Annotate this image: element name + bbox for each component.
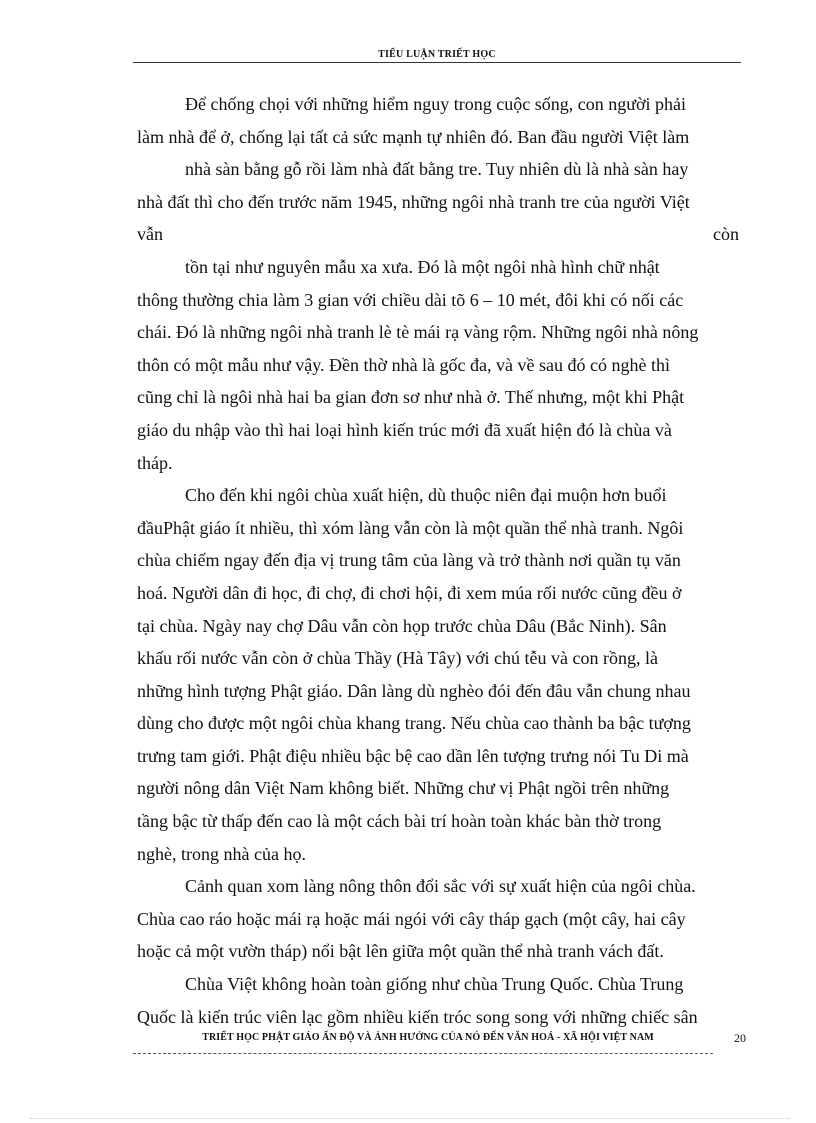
- text-line: nghè, trong nhà của họ.: [137, 843, 306, 864]
- text-line: chái. Đó là những ngôi nhà tranh lè tè mái rạ vàng rộm. Những ngôi nhà nông: [137, 322, 699, 343]
- text-line: Chùa Việt không hoàn toàn giống như chùa Trung Quốc. Chùa Trung: [185, 974, 684, 995]
- text-line: Quốc là kiến trúc viên lạc gồm nhiều kiến tróc song song với những chiếc sân: [137, 1006, 698, 1027]
- footer-title: TRIẾT HỌC PHẬT GIÁO ẤN ĐỘ VÀ ẢNH HƯỞNG CỦA NÓ ĐẾN VĂN HOÁ - XÃ HỘI VIỆT NAM: [202, 1032, 654, 1043]
- text-line: hoặc cả một vườn tháp) nổi bật lên giữa một quần thể nhà tranh vách đất.: [137, 941, 664, 962]
- text-line-left-word: vẫn: [137, 224, 163, 245]
- footer-rule: [133, 1053, 713, 1054]
- text-line: chùa chiếm ngay đến địa vị trung tâm của làng và trở thành nơi quần tụ văn: [137, 550, 681, 571]
- text-line: hoá. Người dân đi học, đi chợ, đi chơi hội, đi xem múa rối nước cũng đều ở: [137, 582, 682, 603]
- text-line: Chùa cao ráo hoặc mái rạ hoặc mái ngói với cây tháp gạch (một cây, hai cây: [137, 908, 686, 929]
- header-title: TIỂU LUẬN TRIẾT HỌC: [378, 49, 496, 60]
- text-line: Cảnh quan xom làng nông thôn đổi sắc với sự xuất hiện của ngôi chùa.: [185, 876, 696, 897]
- text-line: người nông dân Việt Nam không biết. Những chư vị Phật ngồi trên những: [137, 778, 670, 799]
- text-line: đầuPhật giáo ít nhiều, thì xóm làng vẫn còn là một quần thể nhà tranh. Ngôi: [137, 517, 684, 538]
- text-line: dùng cho được một ngôi chùa khang trang. Nếu chùa cao thành ba bậc tượng: [137, 713, 691, 734]
- text-line: nhà đất thì cho đến trước năm 1945, những ngôi nhà tranh tre của người Việt: [137, 191, 690, 212]
- text-line: tháp.: [137, 452, 173, 473]
- text-line: thông thường chia làm 3 gian với chiều dài tõ 6 – 10 mét, đôi khi có nối các: [137, 289, 684, 310]
- text-line: tại chùa. Ngày nay chợ Dâu vẫn còn họp trước chùa Dâu (Bắc Ninh). Sân: [137, 615, 667, 636]
- text-line-right-word: còn: [713, 224, 739, 245]
- text-line: tồn tại như nguyên mẫu xa xưa. Đó là một ngôi nhà hình chữ nhật: [185, 256, 660, 277]
- text-line: giáo du nhập vào thì hai loại hình kiến trúc mới đã xuất hiện đó là chùa và: [137, 419, 672, 440]
- text-line: làm nhà để ở, chống lại tất cả sức mạnh tự nhiên đó. Ban đầu người Việt làm: [137, 126, 690, 147]
- text-line: thôn có một mẫu như vậy. Đền thờ nhà là gốc đa, và về sau đó có nghè thì: [137, 354, 670, 375]
- text-line: những hình tượng Phật giáo. Dân làng dù nghèo đói đến đâu vẫn chung nhau: [137, 680, 691, 701]
- text-line: cũng chỉ là ngôi nhà hai ba gian đơn sơ như nhà ở. Thế nhưng, một khi Phật: [137, 387, 685, 408]
- header-rule: [133, 62, 741, 63]
- paragraph-2: [137, 479, 739, 870]
- text-line: Cho đến khi ngôi chùa xuất hiện, dù thuộc niên đại muộn hơn buổi: [185, 485, 667, 506]
- paragraph-3: [137, 870, 739, 968]
- text-line: Để chống chọi với những hiểm nguy trong cuộc sống, con người phải: [185, 94, 686, 114]
- page-number: 20: [734, 1031, 746, 1045]
- text-line: trưng tam giới. Phật điệu nhiều bậc bệ cao dần lên tượng trưng nói Tu Di mà: [137, 745, 689, 766]
- text-line: tầng bậc từ thấp đến cao là một cách bài trí hoàn toàn khác bàn thờ trong: [137, 811, 662, 832]
- document-body: [137, 88, 739, 1033]
- text-line: khấu rối nước vẫn còn ở chùa Thầy (Hà Tây) với chú tễu và con rồng, là: [137, 648, 658, 669]
- paragraph-4: [137, 968, 739, 1033]
- page-bottom-dots: [30, 1118, 790, 1119]
- text-line-split: [137, 218, 739, 251]
- text-line: nhà sàn bằng gỗ rồi làm nhà đất bằng tre. Tuy nhiên dù là nhà sàn hay: [185, 159, 689, 180]
- paragraph-1: [137, 88, 739, 479]
